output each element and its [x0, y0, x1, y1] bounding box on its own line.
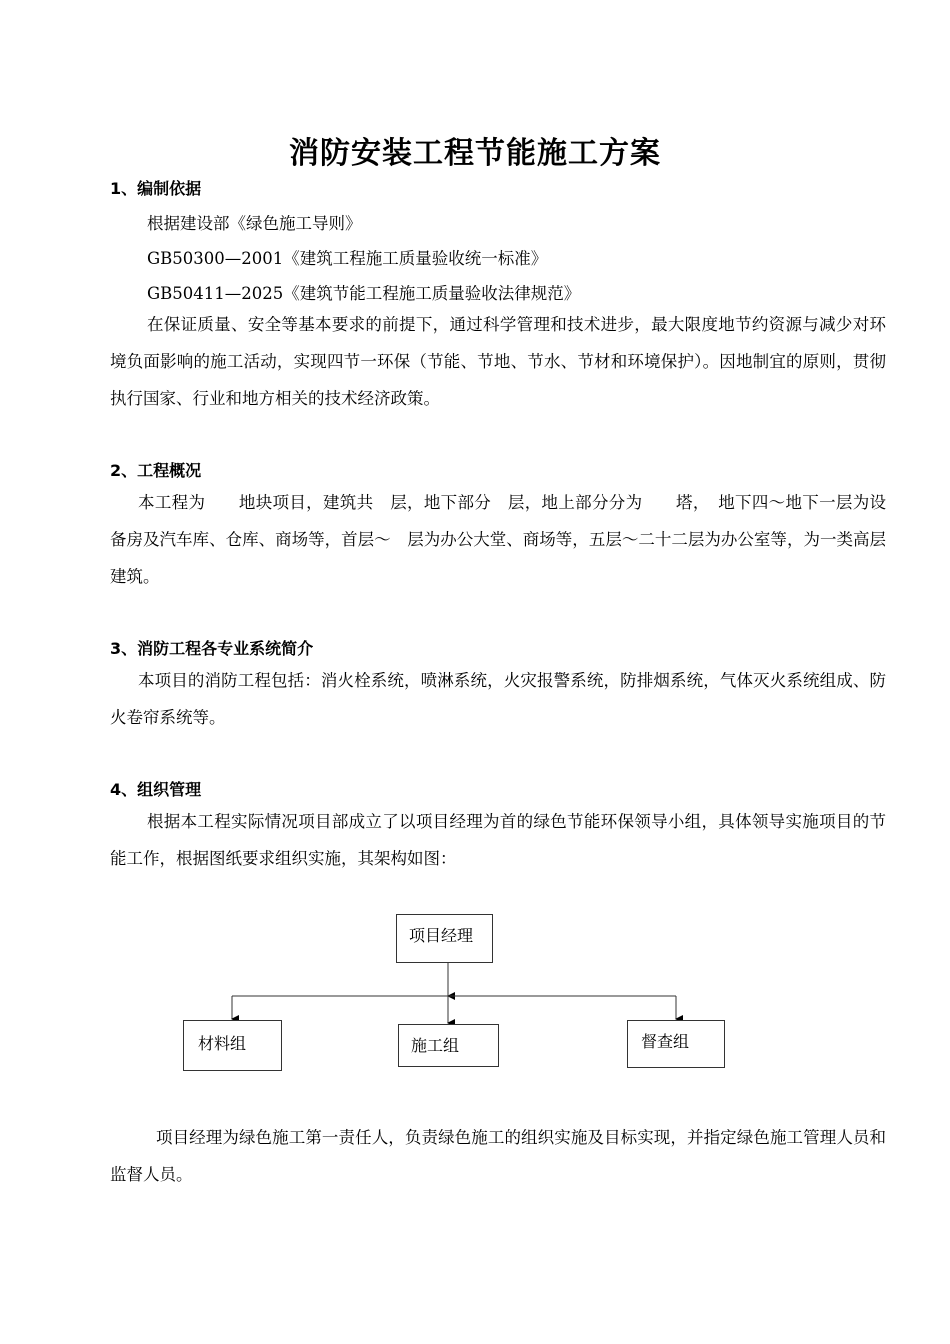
org-box-inspection-label: 督查组	[641, 1032, 690, 1051]
section-heading-management: 4、组织管理	[110, 780, 202, 799]
management-paragraph: 根据本工程实际情况项目部成立了以项目经理为首的绿色节能环保领导小组，具体领导实施项目的节能工作，根据图纸要求组织实施，其架构如图：	[110, 812, 886, 868]
overview-paragraph: 本工程为 地块项目，建筑共 层，地下部分 层，地上部分分为 塔， 地下四～地下一层为设备房及汽车库、仓库、商场等，首层～ 层为办公大堂、商场等，五层～二十二层为办公室等，为一类高层建筑。	[110, 493, 886, 586]
org-box-inspection	[627, 1020, 725, 1068]
systems-paragraph: 本项目的消防工程包括：消火栓系统，喷淋系统，火灾报警系统，防排烟系统，气体灭火系统组成、防火卷帘系统等。	[110, 671, 886, 727]
section-heading-systems: 3、消防工程各专业系统简介	[110, 639, 314, 658]
org-box-materials	[183, 1020, 282, 1071]
org-box-materials-label: 材料组	[198, 1034, 247, 1053]
org-box-construction-label: 施工组	[411, 1036, 460, 1055]
basis-line-gb50300: GB50300—2001《建筑工程施工质量验收统一标准》	[147, 249, 548, 268]
basis-line-guideline: 根据建设部《绿色施工导则》	[147, 214, 362, 233]
org-box-project-manager	[396, 914, 493, 963]
closing-paragraph: 项目经理为绿色施工第一责任人，负责绿色施工的组织实施及目标实现，并指定绿色施工管理人员和监督人员。	[110, 1128, 886, 1184]
document-title: 消防安装工程节能施工方案	[289, 136, 661, 171]
section-heading-overview: 2、工程概况	[110, 461, 202, 480]
basis-paragraph: 在保证质量、安全等基本要求的前提下，通过科学管理和技术进步，最大限度地节约资源与减少对环境负面影响的施工活动，实现四节一环保（节能、节地、节水、节材和环境保护）。因地制宜的原则，贯彻执行国家、行业和地方相关的技术经济政策。	[110, 315, 886, 408]
basis-line-gb50411: GB50411—2025《建筑节能工程施工质量验收法律规范》	[147, 284, 581, 303]
org-box-project-manager-label: 项目经理	[409, 926, 474, 945]
section-heading-basis: 1、编制依据	[110, 179, 202, 198]
org-box-construction	[398, 1024, 499, 1067]
